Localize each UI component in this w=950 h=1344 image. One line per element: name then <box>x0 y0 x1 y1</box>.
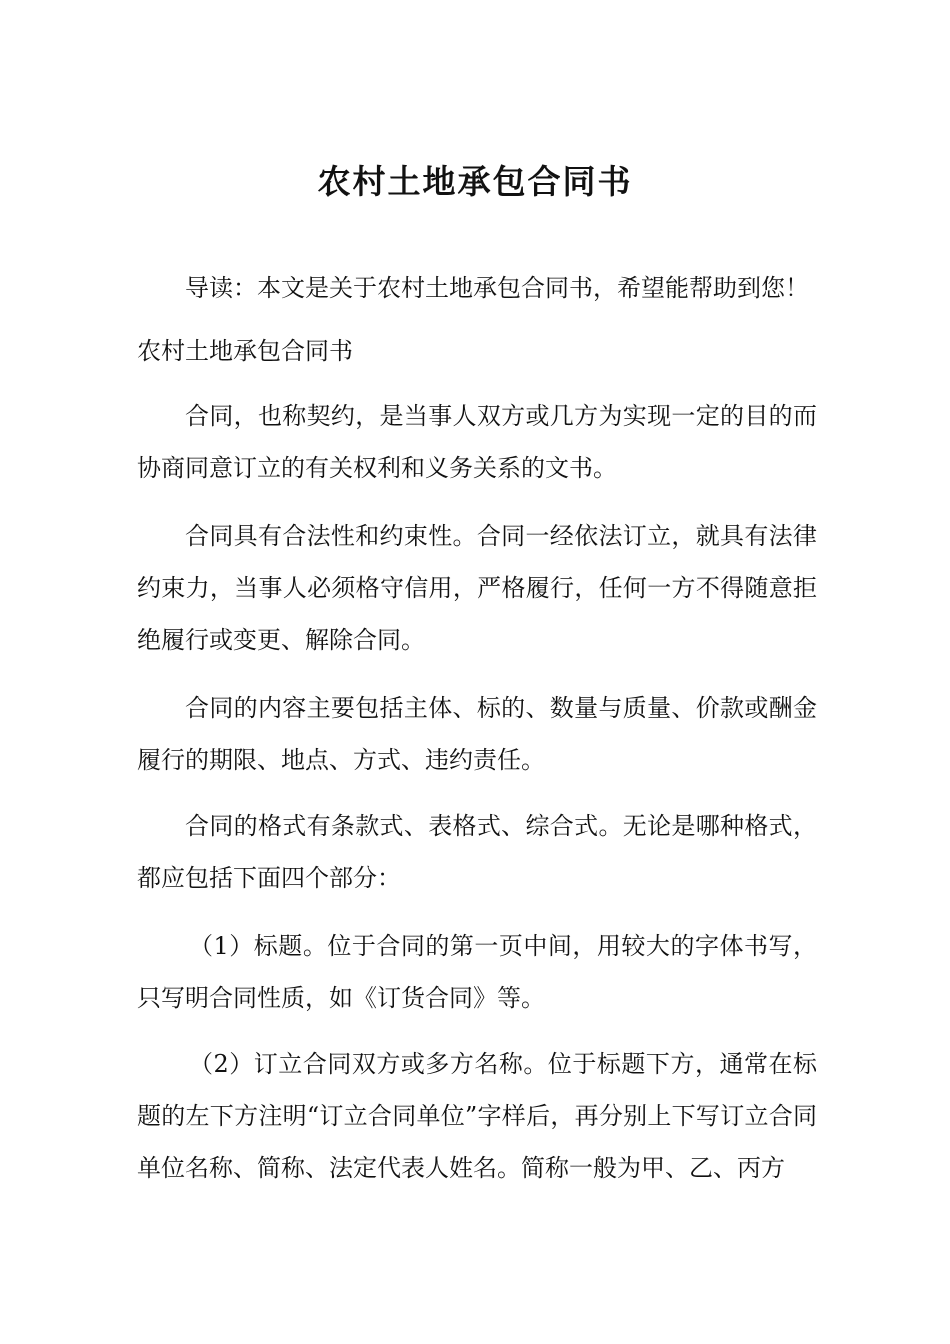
section-subtitle: 农村土地承包合同书 <box>137 337 353 365</box>
paragraph-legality: 合同具有合法性和约束性。合同一经依法订立，就具有法律约束力，当事人必须格守信用，严格履行，任何一方不得随意拒绝履行或变更、解除合同。 <box>137 522 817 654</box>
paragraph-content: 合同的内容主要包括主体、标的、数量与质量、价款或酬金履行的期限、地点、方式、违约责任。 <box>137 694 817 774</box>
paragraph-item-title: （1）标题。位于合同的第一页中间，用较大的字体书写，只写明合同性质，如《订货合同》等。 <box>137 932 817 1012</box>
intro-paragraph: 导读：本文是关于农村土地承包合同书，希望能帮助到您！ <box>185 274 809 302</box>
paragraph-format: 合同的格式有条款式、表格式、综合式。无论是哪种格式，都应包括下面四个部分： <box>137 812 817 892</box>
paragraph-definition: 合同，也称契约，是当事人双方或几方为实现一定的目的而协商同意订立的有关权利和义务关系的文书。 <box>137 402 817 482</box>
document-title: 农村土地承包合同书 <box>317 162 633 201</box>
paragraph-item-parties: （2）订立合同双方或多方名称。位于标题下方，通常在标题的左下方注明“订立合同单位”字样后，再分别上下写订立合同单位名称、简称、法定代表人姓名。简称一般为甲、乙、丙方 <box>137 1050 817 1182</box>
